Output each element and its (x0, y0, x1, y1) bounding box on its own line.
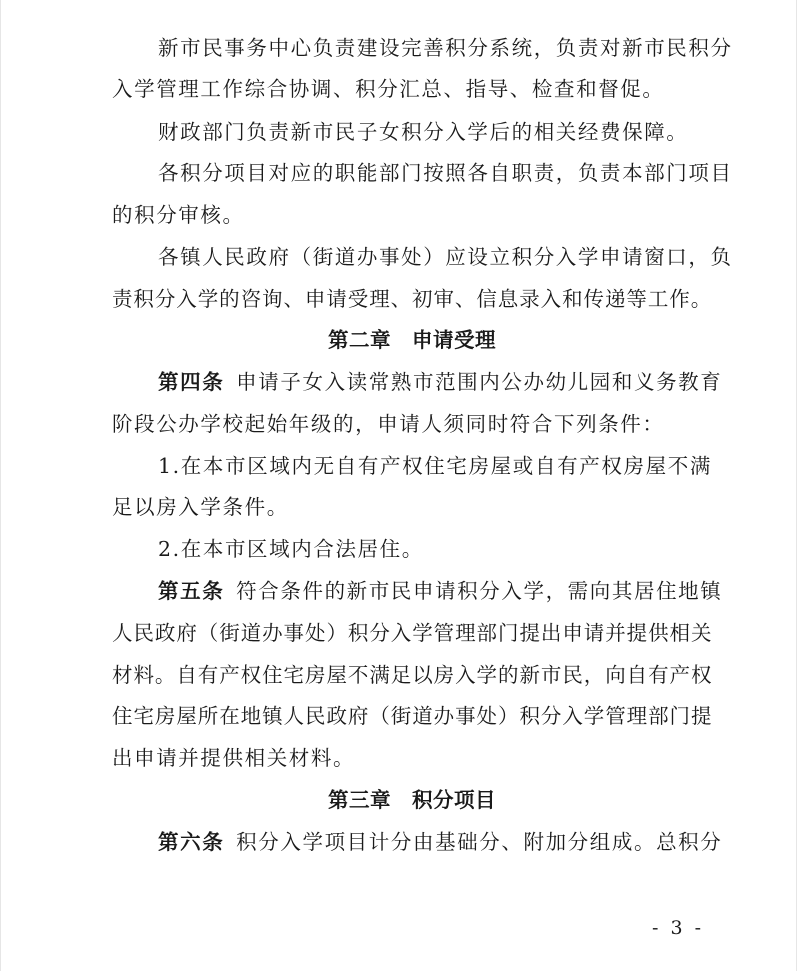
article-label: 第四条 (158, 370, 225, 394)
article-text: 符合条件的新市民申请积分入学，需向其居住地镇 (236, 579, 723, 603)
paragraph-line: 人民政府（街道办事处）积分入学管理部门提出申请并提供相关 (112, 621, 712, 645)
paragraph-line: 足以房入学条件。 (112, 495, 289, 519)
paragraph-line: 新市民事务中心负责建设完善积分系统，负责对新市民积分 (158, 36, 733, 60)
article-text: 积分入学项目计分由基础分、附加分组成。总积分 (236, 830, 723, 854)
paragraph-line: 1.在本市区域内无自有产权住宅房屋或自有产权房屋不满 (158, 454, 712, 478)
paragraph-line: 责积分入学的咨询、申请受理、初审、信息录入和传递等工作。 (112, 287, 712, 311)
article-text: 申请子女入读常熟市范围内公办幼儿园和义务教育 (236, 370, 723, 394)
paragraph-line: 入学管理工作综合协调、积分汇总、指导、检查和督促。 (112, 77, 665, 101)
paragraph-line: 材料。自有产权住宅房屋不满足以房入学的新市民，向自有产权 (112, 663, 712, 687)
paragraph-line: 住宅房屋所在地镇人民政府（街道办事处）积分入学管理部门提 (112, 704, 712, 728)
paragraph-line: 的积分审核。 (112, 203, 245, 227)
page-number: - 3 - (652, 917, 705, 939)
chapter-heading: 第三章 积分项目 (328, 788, 496, 812)
article-label: 第六条 (158, 830, 225, 854)
paragraph-line: 2.在本市区域内合法居住。 (158, 537, 424, 561)
paragraph-line: 阶段公办学校起始年级的，申请人须同时符合下列条件： (112, 412, 665, 436)
paragraph-line: 各镇人民政府（街道办事处）应设立积分入学申请窗口，负 (158, 245, 733, 269)
article-label: 第五条 (158, 579, 225, 603)
paragraph-line: 出申请并提供相关材料。 (112, 746, 356, 770)
paragraph-line (158, 368, 723, 396)
paragraph-line (158, 577, 723, 605)
paragraph-line (158, 828, 723, 856)
paragraph-line: 财政部门负责新市民子女积分入学后的相关经费保障。 (158, 120, 689, 144)
chapter-heading: 第二章 申请受理 (328, 328, 496, 352)
paragraph-line: 各积分项目对应的职能部门按照各自职责，负责本部门项目 (158, 161, 733, 185)
page-edge-left (0, 0, 1, 971)
